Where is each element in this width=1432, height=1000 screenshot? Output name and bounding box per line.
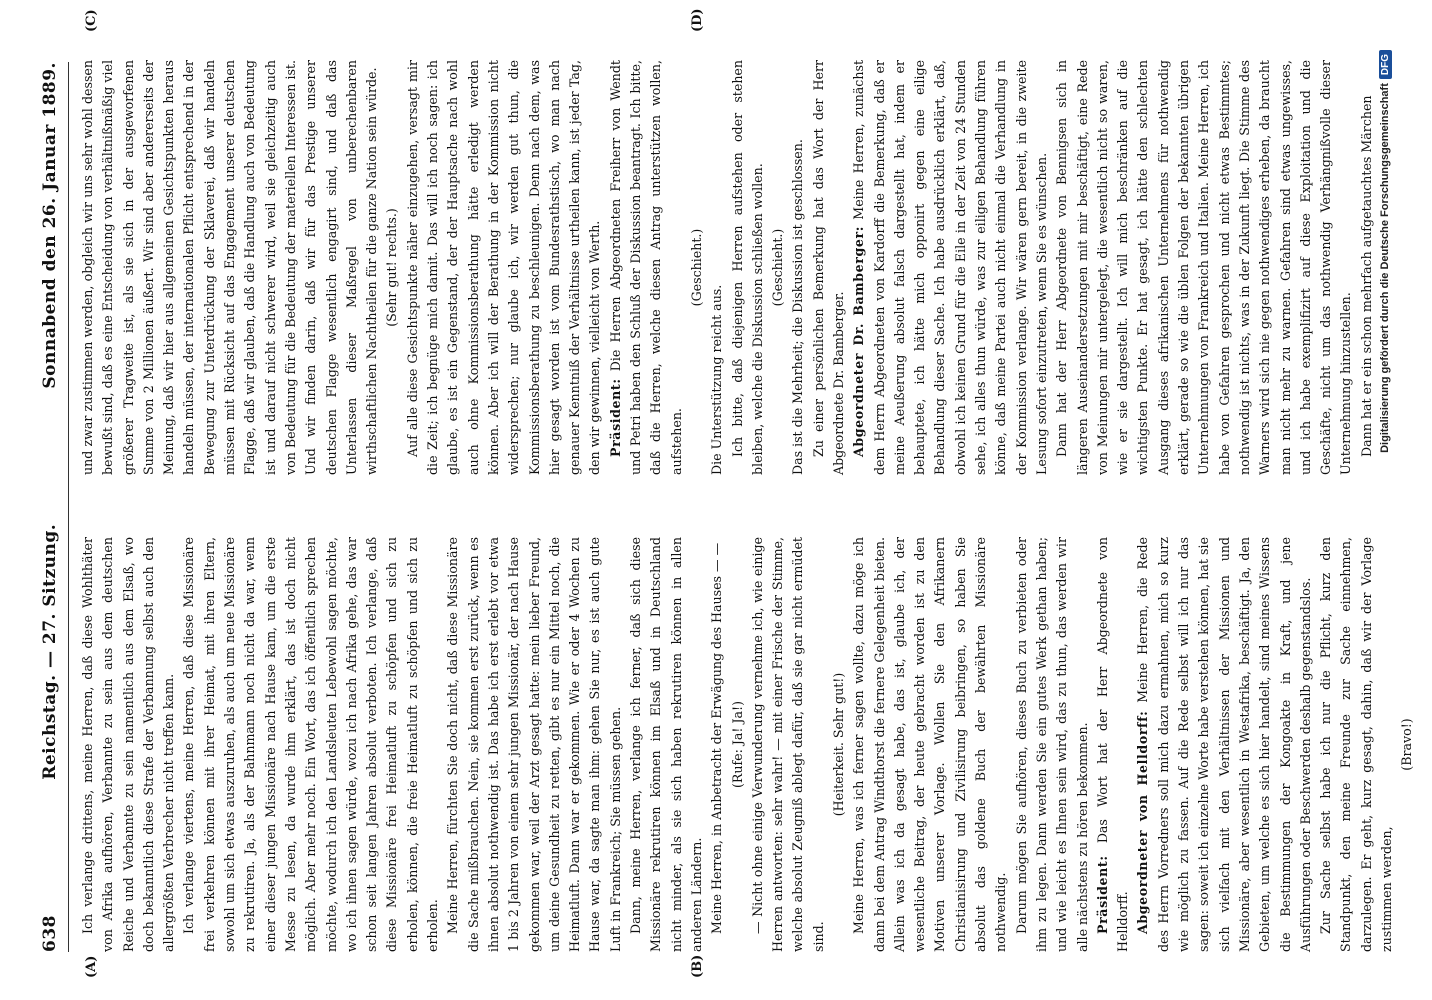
president-statement: Präsident: Das Wort hat der Herr Abgeordnete von Helldorff.	[1094, 537, 1131, 952]
speech-bamberger: Abgeordneter Dr. Bamberger: Meine Herren, zunächst dem Herrn Abgeordneten von Kardorff die Bemerkung, daß er meine Aeußerung absolut falsch dargestellt hat, indem er behauptete, ich hätte mich opponirt gegen eine eilige Behandlung dieser Sache. Ich habe ausdrücklich erklärt, daß, obwohl ich keinen Grund für die Eile in der Zeit von 24 Stunden sehe, ich alles thun würde, was zur eiligen Behandlung führen könne, daß meine Partei auch nicht einmal die Verhandlung in der Kommission verlange. Wir wären gern bereit, in die zweite Lesung sofort einzutreten, wenn Sie es wünschen.	[851, 60, 1049, 475]
speaker-name: Abgeordneter Dr. Bamberger:	[851, 226, 867, 457]
paragraph: — Nicht ohne einige Verwunderung vernehme ich, wie einige Herren antworten: sehr wahr! — mit einer Frische der Stimme, welche absolut Zeugniß ablegt dafür, daß sie gar nicht ermüdet sind.	[749, 537, 826, 952]
interjection: (Bravo!)	[1399, 718, 1415, 771]
digitization-credit	[1370, 0, 1400, 1000]
paragraph: Dann hat er ein schon mehrfach aufgetauchtes Märchen	[1358, 95, 1374, 457]
page-header	[40, 62, 69, 952]
paragraph: Das ist die Mehrheit; die Diskussion ist geschlossen.	[790, 139, 806, 475]
speech-helldorff: Abgeordneter von Helldorff: Meine Herren, die Rede des Herrn Vorredners soll mich dazu ermahnen, mich so kurz wie möglich zu fassen. Auf die Rede selbst will ich nur das sagen: soweit ich einzelne Worte habe verstehen können, hat sie sich vielfach mit den Verhältnissen der Missionen und Missionäre, aber wesentlich in Westafrika, beschäftigt. Ja, den Gebieten, um welche es sich hier handelt, sind meines Wissens die Bestimmungen der Kongoakte in Kraft, und jene Ausführungen oder Beschwerden deshalb gegenstandslos.	[1135, 537, 1313, 952]
session-date: Sonnabend den 26. Januar 1889.	[40, 62, 60, 389]
speaker-name: Abgeordneter von Helldorff:	[1135, 710, 1151, 934]
left-text-column	[78, 537, 1415, 952]
right-text-column	[78, 60, 1374, 475]
paragraph: Die Unterstützung reicht aus.	[709, 284, 725, 475]
interjection: (Sehr gut! rechts.)	[384, 208, 400, 327]
paragraph: Meine Herren, fürchten Sie doch nicht, daß diese Missionäre die Sache mißbrauchen. Nein, sie kommen erst zurück, wenn es ihnen absolut nothwendig ist. Das habe ich erst erlebt vor etwa 1 bis 2 Jahren von einem sehr jungen Missionär, der nach Hause gekommen war, weil der Arzt gesagt hatte: mein lieber Freund, um deine Gesundheit zu retten, gibt es nur ein Mittel noch, die Heimatluft. Dann war er gekommen. Wie er oder 4 Wochen zu Hause war, da sagte man ihm: gehen Sie nur, es ist auch gute Luft in Frankreich; Sie müssen gehen.	[445, 537, 623, 952]
paragraph: Meine Herren, was ich ferner sagen wollte, dazu möge ich dann bei dem Antrag Windthorst die fernere Gelegenheit bieten. Allein was ich da gesagt habe, das ist, glaube ich, der wesentliche Beitrag, der heute gebracht worden ist zu den Motiven unserer Vorlage. Wollen Sie den Afrikanern Christianisirung und Zivilisirung beibringen, so haben Sie absolut das goldene Buch der bewährten Missionäre nothwendig.	[851, 537, 1009, 952]
page-number: 638	[40, 915, 60, 952]
interjection: (Geschieht.)	[688, 228, 704, 307]
paragraph: und zwar zustimmen werden, obgleich wir uns sehr wohl dessen bewußt sind, daß es eine Entscheidung von verhältnißmäßig viel größerer Tragweite ist, als sie sich in der ausgeworfenen Summe von 2 Millionen äußert. Wir sind aber andererseits der Meinung, daß wir hier aus allgemeinen Gesichtspunkten heraus handeln müssen, der internationalen Pflicht entsprechend in der Bewegung zur Unterdrückung der Sklaverei, daß wir handeln müssen mit Rücksicht auf das Engagement unserer deutschen Flagge, daß wir glauben, daß die Handlung auch von Bedeutung ist und darauf nicht schwerer wird, weil sie gleichzeitig auch von Bedeutung für die Bedeutung der materiellen Interessen ist. Und wir finden darin, daß wir für das Prestige unserer deutschen Flagge wesentlich engagirt sind, und daß das Unterlassen dieser Maßregel von unberechenbaren wirthschaftlichen Nachtheilen für die ganze Nation sein würde.	[80, 60, 380, 475]
margin-marker-a: (A)	[84, 955, 99, 978]
paragraph: Ich verlange drittens, meine Herren, daß diese Wohlthäter von Afrika aufhören, Verbannte zu sein aus dem deutschen Reiche und Verbannte zu sein namentlich aus dem Elsaß, wo doch bekanntlich diese Strafe der Verbannung selbst auch den allergrößten Verbrecher nicht treffen kann.	[80, 537, 177, 952]
speaker-name: Präsident:	[607, 378, 623, 457]
dfg-logo: DFG	[1379, 50, 1392, 79]
margin-marker-b: (B)	[690, 954, 705, 978]
margin-marker-c: (C)	[84, 9, 99, 32]
paragraph: Zur Sache selbst habe ich nur die Pflicht, kurz den Standpunkt, den meine Freunde zur Sache einnehmen, darzulegen. Er geht, kurz gesagt, dahin, daß wir der Vorlage zustimmen werden,	[1318, 537, 1394, 952]
speaker-name: Präsident:	[1094, 855, 1110, 934]
president-statement: Präsident: Die Herren Abgeordneten Freiherr von Wendt und Petri haben den Schluß der Diskussion beantragt. Ich bitte, daß die Herren, welche diesen Antrag unterstützen wollen, aufstehen.	[607, 60, 684, 475]
paragraph: Auf alle diese Gesichtspunkte näher einzugehen, versagt mir die Zeit; ich begnüge mich damit. Das will ich noch sagen: ich glaube, es ist ein Gegenstand, der der Hauptsache nach wohl auch ohne Kommissionsberathung hätte erledigt werden können. Aber ich will der Berathung in der Kommission nicht widersprechen; nur glaube ich, wir werden gut thun, die Kommissionsberathung zu beschleunigen. Denn nach dem, was hier gesagt worden ist vom Bundesrathstisch, wo man nach genauer Kenntniß der Verhältnisse urtheilen kann, ist jeder Tag, den wir gewinnen, vielleicht von Werth.	[404, 60, 603, 475]
paragraph: Ich verlange viertens, meine Herren, daß diese Missionäre frei verkehren können mit ihrer Heimat, mit ihren Eltern, sowohl um sich etwas auszuruhen, als auch um neue Missionäre zu rekrutiren. Ja, als der Bahnmann noch nicht da war, wenn einer dieser jungen Missionäre nach Hause kam, um die erste Messe zu lesen, da wurde ihm erklärt, das ist doch nicht möglich. Aber mehr noch. Ein Wort, das ich öffentlich sprechen möchte, wodurch ich den Landsleuten Lebewohl sagen möchte, wo ich ihnen sagen würde, wozu ich nach Afrika gehe, das war schon seit langen Jahren absolut verboten. Ich verlange, daß diese Missionäre frei Heimatluft zu schöpfen und sich zu erholen, können, die freie Heimatluft zu schöpfen und sich zu erholen.	[181, 537, 441, 952]
paragraph: Ich bitte, daß diejenigen Herren aufstehen oder stehen bleiben, welche die Diskussion schließen wollen.	[729, 60, 765, 475]
margin-marker-d: (D)	[690, 8, 705, 32]
credit-text: Digitalisierung gefördert durch die Deutsche Forschungsgemeinschaft	[1379, 83, 1391, 453]
interjection: (Heiterkeit. Sehr gut!)	[830, 672, 846, 817]
interjection: (Geschieht.)	[770, 228, 786, 307]
interjection: (Rufe: Ja! Ja!)	[729, 700, 745, 789]
paragraph: Meine Herren, in Anbetracht der Erwägung des Hauses — —	[709, 542, 725, 934]
running-title: Reichstag. — 27. Sitzung.	[40, 523, 60, 780]
paragraph: Zu einer persönlichen Bemerkung hat das Wort der Herr Abgeordnete Dr. Bamberger.	[810, 60, 846, 475]
paragraph: Dann, meine Herren, verlange ich ferner, daß sich diese Missionäre rekrutiren können im Elsaß und in Deutschland nicht minder, als sie sich haben rekrutiren können in allen anderen Ländern.	[628, 537, 704, 952]
paragraph: Darum mögen Sie aufhören, dieses Buch zu verbieten oder ihm zu legen. Dann werden Sie ein gutes Werk gethan haben; und wie leicht es Ihnen sein wird, das zu thun, das werden wir alle nächstens zu hören bekommen.	[1013, 537, 1090, 952]
paragraph: Dann hat der Herr Abgeordnete von Bennigsen sich in längeren Auseinandersetzungen mit mir beschäftigt, eine Rede von Meinungen mir untergelegt, die wesentlich nicht so waren, wie er sie dargestellt. Ich will mich beschränken auf die wichtigsten Punkte. Er hat gesagt, ich hätte den schlechten Ausgang dieses afrikanischen Unternehmens für nothwendig erklärt, gerade so wie die üblen Folgen der bekannten übrigen Unternehmungen von Frankreich und Italien. Meine Herren, ich habe von Gefahren gesprochen und nicht etwas Bestimmtes; nothwendig ist nichts, was in der Zukunft liegt. Die Stimme des Warners wird sich nie gegen nothwendiges erheben, da braucht man nicht mehr zu warnen. Gefahren sind etwas ungewisses, und ich habe exemplifizirt auf diese Exploitation und die Geschäfte, nicht um das nothwendig Verhängnißvolle dieser Unternehmung hinzustellen.	[1054, 60, 1354, 475]
